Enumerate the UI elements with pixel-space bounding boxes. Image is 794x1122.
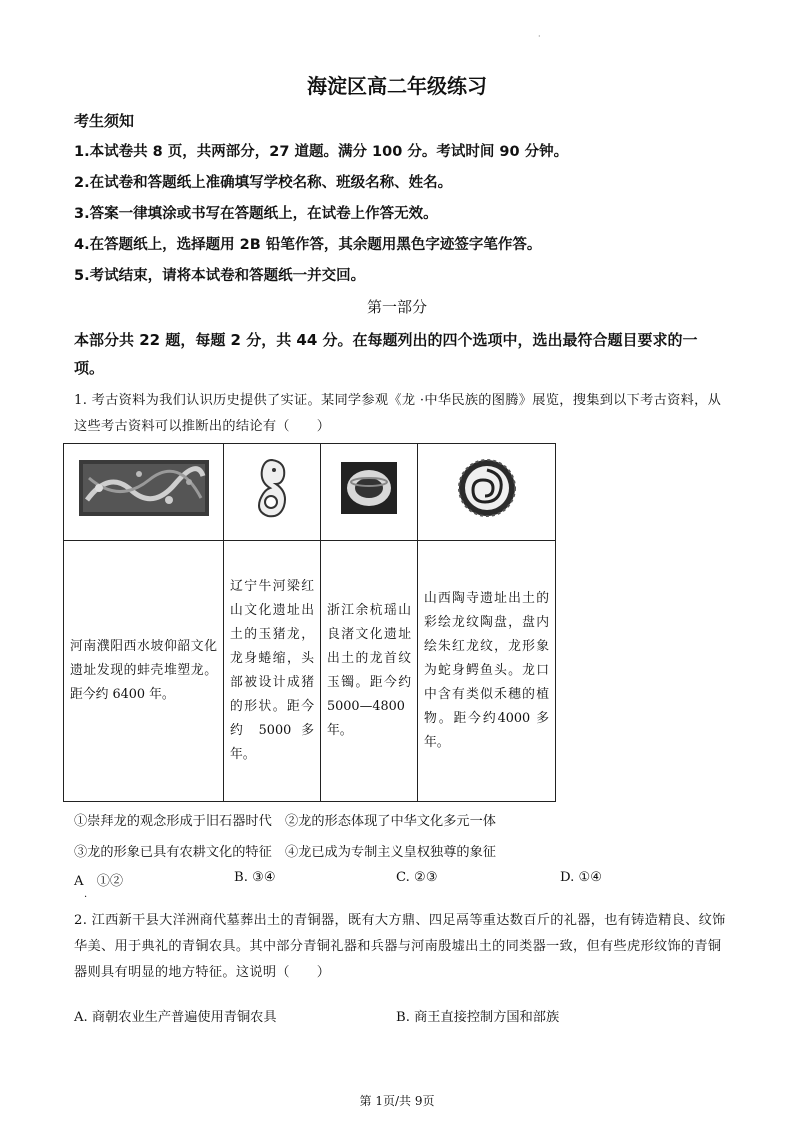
question-1-statements bbox=[74, 806, 496, 868]
dragon-shell-mosaic-image bbox=[79, 460, 209, 516]
notice-heading: 考生须知 bbox=[74, 112, 135, 130]
jade-bracelet-image bbox=[339, 460, 399, 516]
image-cell bbox=[64, 444, 224, 541]
image-cell bbox=[321, 444, 418, 541]
page-title: 海淀区高二年级练习 bbox=[307, 74, 487, 98]
image-cell bbox=[224, 444, 321, 541]
statement-line: ①崇拜龙的观念形成于旧石器时代 ②龙的形态体现了中华文化多元一体 bbox=[74, 814, 496, 829]
option-a[interactable]: A ①② bbox=[74, 874, 124, 889]
cell-text: 河南濮阳西水坡仰韶文化遗址发现的蚌壳堆塑龙。距今约 6400 年。 bbox=[70, 639, 217, 702]
cell-text: 辽宁牛河梁红山文化遗址出土的玉猪龙，龙身蜷缩，头部被设计成猪的形状。距今约 5000 多年。 bbox=[230, 579, 314, 762]
notice-item: 1.本试卷共 8 页，共两部分，27 道题。满分 100 分。考试时间 90 分钟。 bbox=[74, 144, 569, 160]
statement-line: ③龙的形象已具有农耕文化的特征 ④龙已成为专制主义皇权独尊的象征 bbox=[74, 845, 496, 860]
scan-mark: · bbox=[538, 32, 541, 41]
option-b[interactable]: B. ③④ bbox=[234, 870, 276, 885]
notice-list bbox=[74, 140, 568, 295]
painted-dragon-pottery-plate-image bbox=[455, 458, 519, 518]
cell-text: 浙江余杭瑶山良渚文化遗址出土的龙首纹玉镯。距今约 5000—4800 年。 bbox=[327, 603, 411, 738]
notice-item: 5.考试结束，请将本试卷和答题纸一并交回。 bbox=[74, 268, 366, 284]
question-1-table bbox=[63, 443, 556, 802]
table-cell bbox=[418, 541, 556, 802]
part-intro: 本部分共 22 题，每题 2 分，共 44 分。在每题列出的四个选项中，选出最符合题目要求的一项。 bbox=[74, 331, 698, 377]
option-b[interactable]: B. 商王直接控制方国和部族 bbox=[396, 1010, 560, 1025]
page-footer: 第 1页/共 9页 bbox=[359, 1094, 435, 1108]
notice-item: 2.在试卷和答题纸上准确填写学校名称、班级名称、姓名。 bbox=[74, 175, 453, 191]
cell-text: 山西陶寺遗址出土的彩绘龙纹陶盘，盘内绘朱红龙纹，龙形象为蛇身鳄鱼头。龙口中含有类似禾穗的植物。距今约4000 多年。 bbox=[424, 591, 549, 750]
table-cell bbox=[224, 541, 321, 802]
question-1-stem: 1. 考古资料为我们认识历史提供了实证。某同学参观《龙 ·中华民族的图腾》展览，搜集到以下考古资料，从这些考古资料可以推断出的结论有（ ） bbox=[74, 393, 722, 434]
image-cell bbox=[418, 444, 556, 541]
table-cell bbox=[64, 541, 224, 802]
option-d[interactable]: D. ①④ bbox=[560, 870, 603, 885]
table-cell bbox=[321, 541, 418, 802]
scan-mark: · bbox=[84, 892, 88, 903]
option-c[interactable]: C. ②③ bbox=[396, 870, 438, 885]
notice-item: 4.在答题纸上，选择题用 2B 铅笔作答，其余题用黑色字迹签字笔作答。 bbox=[74, 237, 542, 253]
jade-pig-dragon-image bbox=[252, 456, 292, 520]
part-title: 第一部分 bbox=[366, 298, 427, 316]
notice-item: 3.答案一律填涂或书写在答题纸上，在试卷上作答无效。 bbox=[74, 206, 438, 222]
option-a[interactable]: A. 商朝农业生产普遍使用青铜农具 bbox=[74, 1010, 277, 1025]
question-2-stem: 2. 江西新干县大洋洲商代墓葬出土的青铜器，既有大方鼎、四足鬲等重达数百斤的礼器，也有铸造精良、纹饰华美、用于典礼的青铜农具。其中部分青铜礼器和兵器与河南殷墟出土的同类器一致，但有些虎形纹饰的青铜器则具有明显的地方特征。这说明（ ） bbox=[74, 913, 726, 980]
